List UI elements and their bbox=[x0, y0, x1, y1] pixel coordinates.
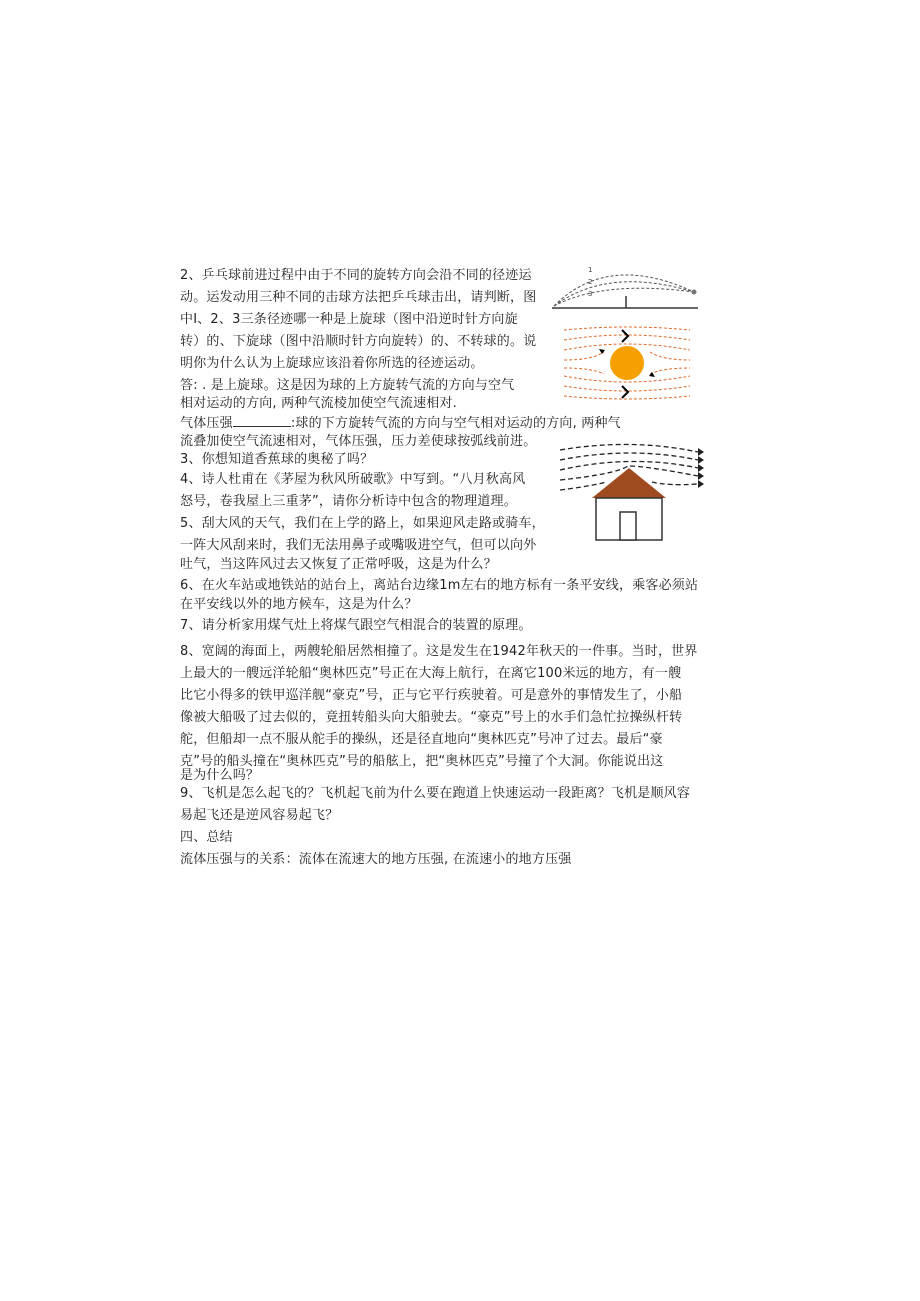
q5-line-3: 吐气，当这阵风过去又恢复了正常呼吸，这是为什么？ bbox=[180, 557, 497, 572]
arrow-icon bbox=[622, 386, 628, 398]
summary-text: 流体压强与的关系：流体在流速大的地方压强, 在流速小的地方压强 bbox=[180, 852, 572, 867]
q8-line-7: 是为什么吗？ bbox=[180, 768, 260, 783]
q4-line-1: 4、诗人杜甫在《茅屋为秋风所破歌》中写到。“八月秋高风 bbox=[180, 472, 526, 487]
trajectory-1 bbox=[554, 275, 694, 306]
q3-text: 3、你想知道香蕉球的奥秘了吗？ bbox=[180, 452, 374, 467]
ball-icon bbox=[610, 346, 644, 380]
q4-line-2: 怒号，卷我屋上三重茅”，请你分析诗中包含的物理道理。 bbox=[180, 494, 517, 509]
q9-line-1: 9、飞机是怎么起飞的？飞机起飞前为什么要在跑道上快速运动一段距离？飞机是顺风容 bbox=[180, 786, 691, 801]
q6-line-2: 在平安线以外的地方候车，这是为什么？ bbox=[180, 597, 418, 612]
q2-answer-label: 气体压强 bbox=[180, 416, 233, 431]
spinning-ball-figure bbox=[562, 322, 692, 404]
ball-icon bbox=[692, 290, 697, 295]
q5-line-2: 一阵大风刮来时，我们无法用鼻子或嘴吸进空气，但可以向外 bbox=[180, 538, 537, 553]
path-label-1: 1 bbox=[588, 266, 593, 274]
path-label-3: 3 bbox=[588, 290, 593, 298]
answer-blank[interactable] bbox=[233, 414, 291, 427]
q8-line-6: 克”号的船头撞在“奥林匹克”号的船舷上，把“奥林匹克”号撞了个大洞。你能说出这 bbox=[180, 754, 664, 769]
q9-line-2: 易起飞还是逆风容易起飞？ bbox=[180, 808, 339, 823]
q7-text: 7、请分析家用煤气灶上将煤气跟空气相混合的装置的原理。 bbox=[180, 618, 532, 633]
q2-answer-line-2: 相对运动的方向, 两种气流棱加使空气流速相对. bbox=[180, 396, 457, 411]
q2-line-2: 动。运发动用三种不同的击球方法把乒乓球击出，请判断，图 bbox=[180, 290, 537, 305]
arrowheads bbox=[698, 448, 704, 488]
q2-line-4: 转）的、下旋球（图中沿顺时针方向旋转）的、不转球的。说 bbox=[180, 334, 537, 349]
q6-line-1: 6、在火车站或地铁站的站台上，离站台边缘1m左右的地方标有一条平安线，乘客必须站 bbox=[180, 578, 699, 593]
q8-line-3: 比它小得多的铁甲巡洋舰“豪克”号，正与它平行疾驶着。可是意外的事情发生了，小船 bbox=[180, 688, 683, 703]
arrow-icon bbox=[649, 372, 655, 377]
section-heading-summary: 四、总结 bbox=[180, 830, 233, 845]
arrow-icon bbox=[599, 349, 605, 354]
q2-line-5: 明你为什么认为上旋球应该沿着你所选的径迹运动。 bbox=[180, 356, 484, 371]
house-wind-figure bbox=[556, 440, 706, 550]
q2-line-1: 2、乒乓球前进过程中由于不同的旋转方向会沿不同的径迹运 bbox=[180, 268, 532, 283]
q2-line-3: 中I、2、3三条径迹哪一种是上旋球（图中沿逆时针方向旋 bbox=[180, 312, 518, 327]
trajectory-2 bbox=[554, 282, 694, 306]
q5-line-1: 5、刮大风的天气，我们在上学的路上，如果迎风走路或骑车， bbox=[180, 516, 545, 531]
q8-line-4: 像被大船吸了过去似的，竟扭转船头向大船驶去。“豪克”号上的水手们急忙拉操纵杆转 bbox=[180, 710, 683, 725]
q2-answer-line-3 bbox=[180, 414, 621, 432]
q8-line-5: 舵，但船却一点不服从舵手的操纵，还是径直地向“奥林匹克”号冲了过去。最后“豪 bbox=[180, 732, 663, 747]
arrow-icon bbox=[622, 330, 628, 342]
q8-line-2: 上最大的一艘远洋轮船“奥林匹克”号正在大海上航行，在离它100米远的地方，有一艘 bbox=[180, 666, 682, 681]
q2-answer-rest: :球的下方旋转气流的方向与空气相对运动的方向, 两种气 bbox=[290, 416, 621, 431]
q8-line-1: 8、宽阔的海面上，两艘轮船居然相撞了。这是发生在1942年秋天的一件事。当时，世界 bbox=[180, 644, 698, 659]
q2-answer-line-1: 答: . 是上旋球。这是因为球的上方旋转气流的方向与空气 bbox=[180, 378, 515, 393]
trajectory-figure bbox=[548, 262, 700, 314]
trajectory-3 bbox=[554, 288, 694, 306]
q2-answer-line-4: 流叠加使空气流速相对，气体压强，压力差使球按弧线前进。 bbox=[180, 434, 537, 449]
door bbox=[620, 512, 636, 540]
path-label-2: 2 bbox=[588, 278, 593, 286]
